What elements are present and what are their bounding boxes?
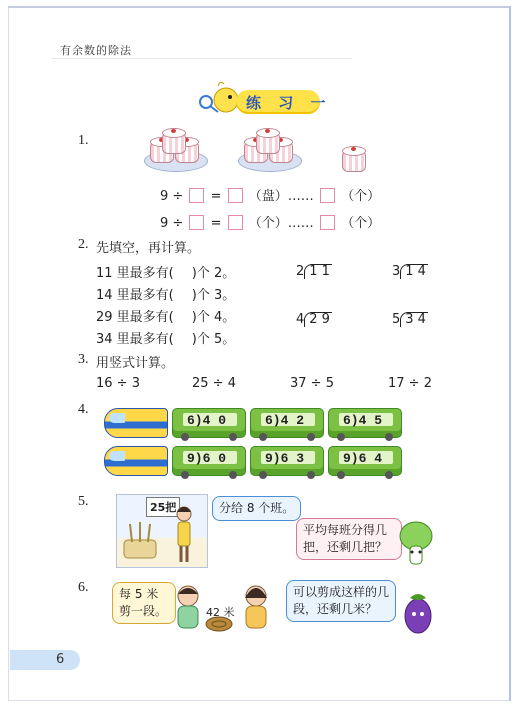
unit-label: （个）: [341, 189, 381, 204]
car-division-label: 6)4 0: [187, 413, 227, 428]
teacher-figure-icon: [172, 504, 196, 564]
answer-box[interactable]: [228, 188, 243, 203]
q2-fill-row: [96, 328, 235, 347]
fill-suffix: )个 5。: [191, 332, 236, 347]
train-car: [328, 408, 402, 438]
train-car: [172, 446, 246, 476]
divisor: 4: [296, 312, 305, 327]
chapter-title: 有余数的除法: [60, 44, 132, 57]
cabbage-character-icon: [394, 518, 438, 570]
answer-box[interactable]: [189, 188, 204, 203]
chick-mascot-icon: [196, 78, 242, 118]
page-number: 6: [56, 652, 65, 667]
fill-suffix: )个 3。: [191, 288, 236, 303]
right-rule: [509, 6, 511, 701]
q2-fill-row: [96, 284, 235, 303]
q2-fill-row: [96, 262, 235, 281]
speech-bubble-teacher: 分给 8 个班。: [212, 496, 301, 521]
fill-prefix: 14 里最多有(: [96, 288, 174, 303]
dividend: 1 1: [304, 264, 332, 279]
train-car: [172, 408, 246, 438]
equals-sign: =: [210, 216, 222, 231]
fill-suffix: )个 2。: [191, 266, 236, 281]
girl-figure-icon: [240, 584, 272, 634]
q3-instruction: 用竖式计算。: [96, 356, 175, 371]
q3-item: 17 ÷ 2: [388, 376, 432, 391]
car-division-label: 9)6 4: [343, 451, 383, 466]
locomotive: [104, 446, 168, 476]
q1-equation-2: [160, 212, 380, 231]
long-division-4: [392, 312, 428, 327]
speech-bubble-question: 可以剪成这样的几段，还剩几米？: [286, 580, 396, 622]
train-car: [250, 446, 324, 476]
fill-prefix: 34 里最多有(: [96, 332, 174, 347]
dividend: 1 4: [400, 264, 428, 279]
car-division-label: 6)4 5: [343, 413, 383, 428]
answer-box[interactable]: [228, 215, 243, 230]
fill-prefix: 29 里最多有(: [96, 310, 174, 325]
long-division-2: [392, 264, 428, 279]
fill-suffix: )个 4。: [191, 310, 236, 325]
q3-number: 3.: [78, 352, 89, 367]
answer-box[interactable]: [320, 188, 335, 203]
q3-item: 37 ÷ 5: [290, 376, 334, 391]
q2-instruction: 先填空，再计算。: [96, 241, 201, 256]
rope-length-label: 42 米: [206, 606, 235, 619]
broom-count-sign: 25把: [146, 497, 180, 517]
q1-eq1-dividend: 9 ÷: [160, 189, 184, 204]
q3-item: 16 ÷ 3: [96, 376, 140, 391]
car-division-label: 6)4 2: [265, 413, 305, 428]
q2-fill-row: [96, 306, 235, 325]
header-divider: [52, 58, 352, 59]
q5-number: 5.: [78, 494, 89, 509]
divisor: 5: [392, 312, 401, 327]
speech-bubble-question: 平均每班分得几把，还剩几把？: [296, 518, 402, 560]
single-cake: [342, 150, 366, 172]
unit-label: （盘）……: [248, 189, 314, 204]
equals-sign: =: [210, 189, 222, 204]
dividend: 2 9: [304, 312, 332, 327]
car-division-label: 9)6 0: [187, 451, 227, 466]
q1-eq2-dividend: 9 ÷: [160, 216, 184, 231]
divisor: 2: [296, 264, 305, 279]
q6-number: 6.: [78, 580, 89, 595]
q2-number: 2.: [78, 237, 89, 252]
q4-number: 4.: [78, 402, 89, 417]
car-division-label: 9)6 3: [265, 451, 305, 466]
dividend: 3 4: [400, 312, 428, 327]
long-division-3: [296, 312, 332, 327]
train-car: [328, 446, 402, 476]
broom-bundle-icon: [120, 520, 160, 560]
unit-label: （个）……: [248, 216, 314, 231]
answer-box[interactable]: [189, 215, 204, 230]
top-rule: [8, 6, 511, 8]
page-number-tab: [10, 650, 80, 670]
unit-label: （个）: [341, 216, 381, 231]
train-car: [250, 408, 324, 438]
fill-prefix: 11 里最多有(: [96, 266, 174, 281]
eggplant-character-icon: [398, 588, 438, 636]
speech-bubble-rule: 每 5 米剪一段。: [112, 582, 176, 624]
answer-box[interactable]: [320, 215, 335, 230]
divisor: 3: [392, 264, 401, 279]
long-division-1: [296, 264, 332, 279]
q3-item: 25 ÷ 4: [192, 376, 236, 391]
exercise-title: 练 习 一: [246, 94, 332, 112]
q1-number: 1.: [78, 133, 89, 148]
locomotive: [104, 408, 168, 438]
boy-figure-icon: [172, 584, 204, 634]
q1-equation-1: [160, 185, 380, 204]
